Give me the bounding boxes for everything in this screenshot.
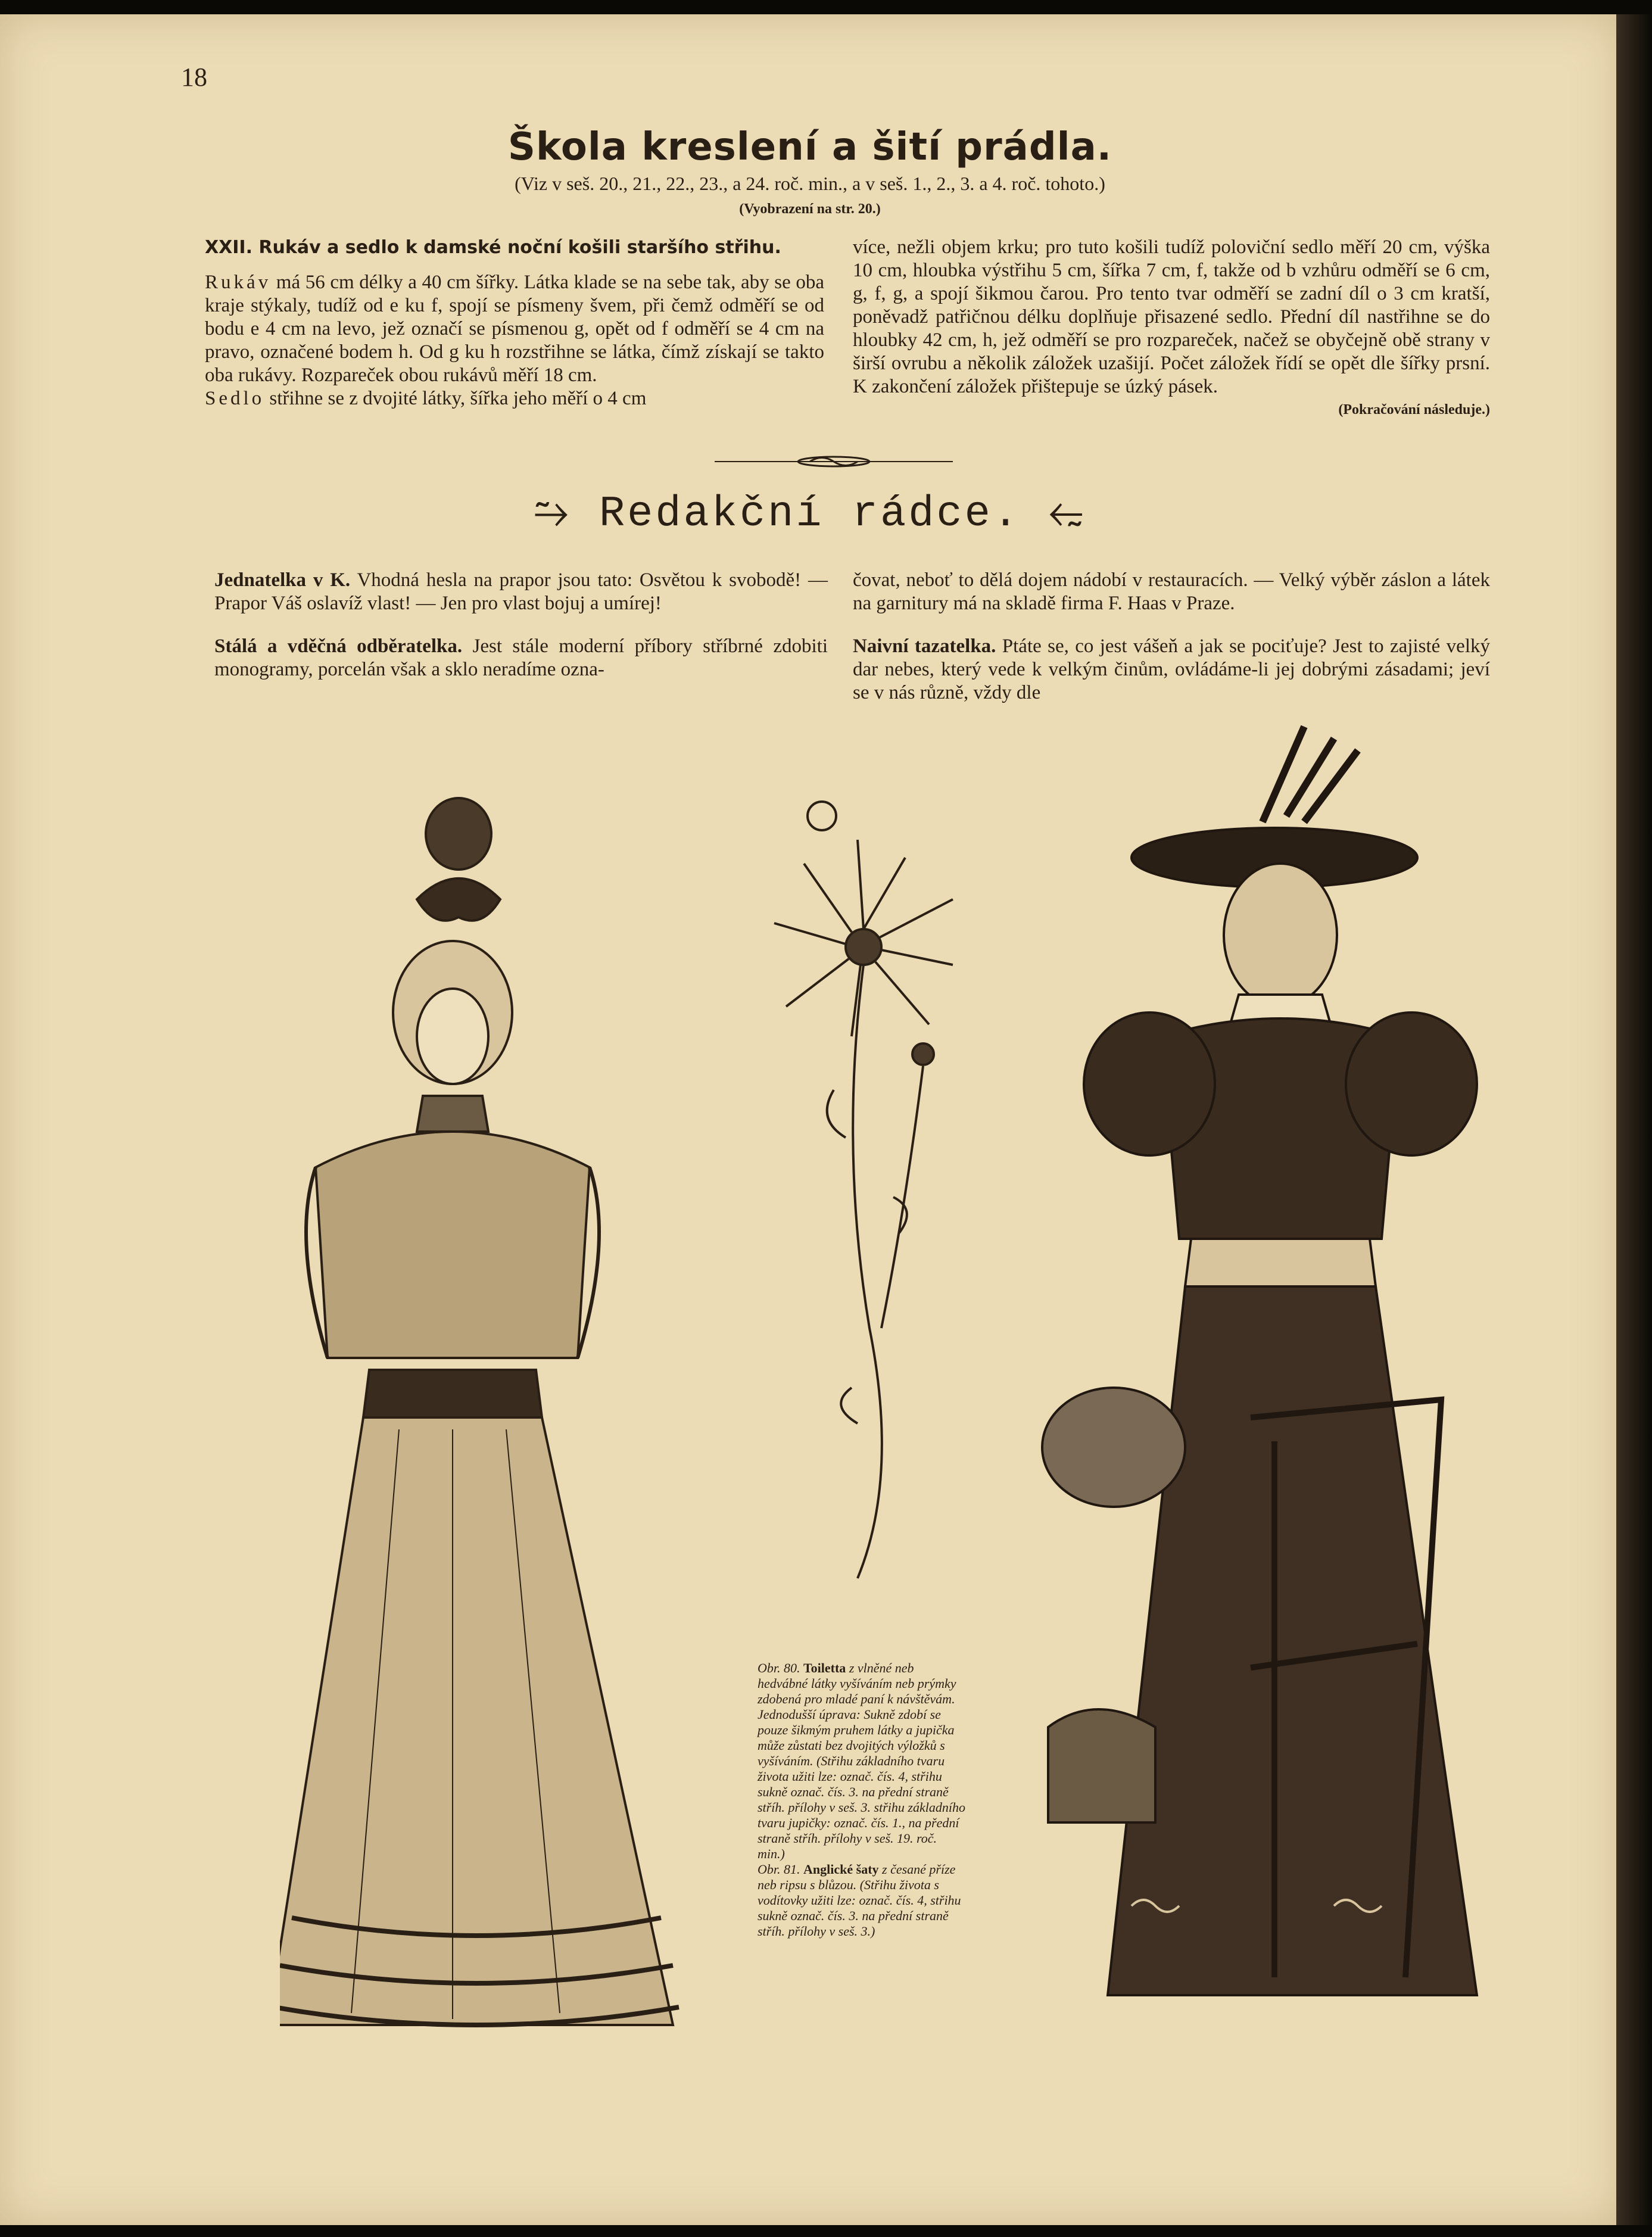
page-number: 18 (181, 63, 207, 92)
answer-recipient: Jednatelka v K. (214, 569, 351, 591)
divider-ornament (715, 453, 953, 471)
figure-title: Toiletta (803, 1660, 846, 1675)
article-figure-ref: (Vyobrazení na str. 20.) (739, 201, 881, 217)
article-left-column (205, 236, 824, 410)
editorial-left-column (214, 549, 828, 701)
editorial-answer (214, 635, 828, 681)
figure-number: Obr. 80. (758, 1660, 800, 1675)
lead-word: Rukáv (205, 272, 272, 293)
arrow-right-icon: ⥳ (1021, 490, 1086, 538)
article-right-column (853, 236, 1490, 422)
lead-word: Sedlo (205, 388, 265, 409)
editorial-right-column (853, 549, 1490, 724)
book-gutter (1616, 14, 1652, 2225)
answer-text: Vhodná hesla na prapor jsou tato: Osvětou k svobodě! — Prapor Váš oslavíž vlast! — Jen pro vlast bojuj a umírej! (214, 569, 828, 614)
article-section-heading: XXII. Rukáv a sedlo k damské noční košili staršího střihu. (205, 237, 781, 258)
answer-recipient: Naivní tazatelka. (853, 635, 996, 657)
paragraph-text: střihne se z dvojité látky, šířka jeho měří o 4 cm (264, 388, 647, 409)
section-heading-text: Redakční rádce. (599, 490, 1021, 538)
arrow-left-icon: ⥲ (534, 490, 599, 538)
continued-note: (Pokračování následuje.) (1338, 402, 1490, 418)
answer-recipient: Stálá a vděčná odběratelka. (214, 635, 463, 657)
figure-description: z vlněné neb hedvábné látky vyšíváním neb prýmky zdobená pro mladé paní k návštěvám. Jednodušší úprava: Sukně zdobí se pouze šikmým pruhem látky a jupička může zůstati bez dvojitých výložků s vyšíváním. (Střihu základního tvaru života užiti lze: označ. čís. 4, střihu sukně označ. čís. 3. na přední straně stříh. přílohy v seš. 3. střihu základního tvaru jupičky: označ. čís. 1., na přední straně stříh. přílohy v seš. 19. roč. min.) (758, 1660, 965, 1861)
woman-in-ruffled-gown-illustration (280, 786, 697, 2073)
figure-number: Obr. 81. (758, 1862, 800, 1877)
daisy-flower-illustration (762, 792, 977, 1596)
section-heading-editorial (0, 490, 1620, 538)
paragraph-text: má 56 cm délky a 40 cm šířky. Látka klade se na sebe tak, aby se oba kraje stýkaly, tudíž od e ku f, spojí se písmeny švem, při čemž odměří se od bodu e 4 cm na levo, jež označí se písmenou g, opět od f odměří se 4 cm na pravo, označené bodem h. Od g ku h rozstřihne se látka, čímž získají se takto oba rukávy. Rozpareček obou rukávů měří 18 cm. (205, 272, 824, 386)
paragraph-sleeve (205, 271, 824, 387)
figure-title: Anglické šaty (803, 1862, 879, 1877)
woman-in-hat-with-chair-illustration (1024, 715, 1572, 2019)
answer-text: Jest stále moderní příbory stříbrné zdobiti monogramy, porcelán však a sklo neradíme ozna- (214, 635, 828, 680)
figure-caption (758, 1660, 966, 1939)
paragraph-yoke-cont: více, nežli objem krku; pro tuto košili tudíž poloviční sedlo měří 20 cm, výška 10 cm, hloubka výstřihu 5 cm, šířka 7 cm, f, takže od b vzhůru odměří se 6 cm, g, f, g, a spojí šikmou čarou. Pro tento tvar odměří se zadní díl o 3 cm kratší, poněvadž patřičnou délku doplňuje přisazené sedlo. Přední díl nastřihne se do hloubky 42 cm, h, jež odměří se pro rozpareček, načež se obyčejně obě strany v širší ovrubu a několik záložek uzašijí. Počet záložek řídí se opět dle šířky prsní. K zakončení záložek přištepuje se úzký pásek. (853, 236, 1490, 397)
editorial-answer (853, 635, 1490, 705)
article-title: Škola kreslení a šití prádla. (507, 125, 1112, 169)
figure-description: z česané příze neb ripsu s blůzou. (Střihu života s vodítovky užiti lze: označ. čís. 4, střihu sukně označ. čís. 3. na přední straně stříh. přílohy v seš. 3.) (758, 1862, 961, 1939)
article-subtitle: (Viz v seš. 20., 21., 22., 23., a 24. roč. min., a v seš. 1., 2., 3. a 4. roč. tohoto.) (515, 173, 1105, 194)
editorial-answer (214, 569, 828, 615)
answer-text: Ptáte se, co jest vášeň a jak se pociťuje? Jest to zajisté velký dar nebes, který vede k velkým činům, ovládáme-li jej dobrými zásadami; jeví se v nás různě, vždy dle (853, 635, 1490, 703)
editorial-answer-cont: čovat, neboť to dělá dojem nádobí v restauracích. — Velký výběr záslon a látek na garnitury má na skladě firma F. Haas v Praze. (853, 569, 1490, 614)
paragraph-yoke (205, 387, 824, 410)
